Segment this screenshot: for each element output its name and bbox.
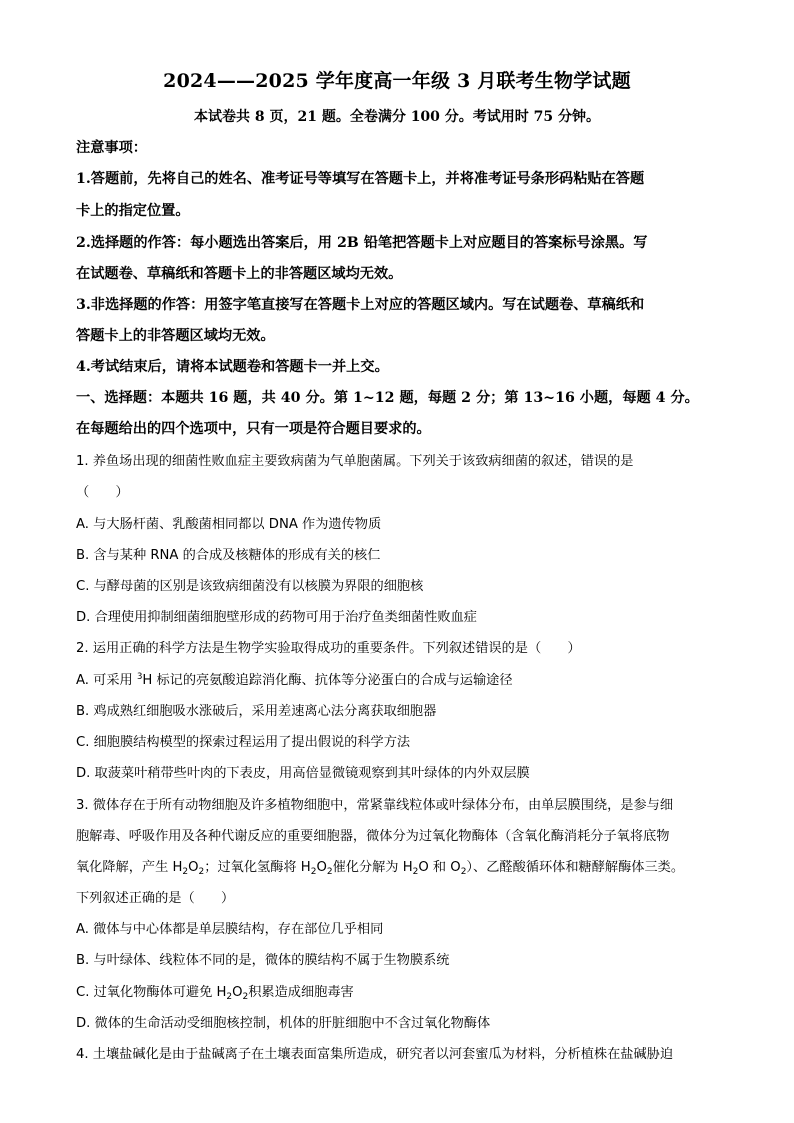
question-2-option-d: D. 取菠菜叶稍带些叶肉的下表皮，用高倍显微镜观察到其叶绿体的内外双层膜 bbox=[76, 766, 530, 781]
notice-heading: 注意事项： bbox=[76, 140, 147, 156]
question-3-stem-line: 3. 微体存在于所有动物细胞及许多植物细胞中，常紧靠线粒体或叶绿体分布，由单层膜围绕，是参与细 bbox=[76, 798, 674, 813]
question-1-option-b: B. 含与某种 RNA 的合成及核糖体的形成有关的核仁 bbox=[76, 548, 381, 563]
section-instruction: 在每题给出的四个选项中，只有一项是符合题目要求的。 bbox=[76, 421, 431, 437]
page-title: 2024——2025 学年度高一年级 3 月联考生物学试题 bbox=[163, 70, 631, 92]
question-3-stem-line: 胞解毒、呼吸作用及各种代谢反应的重要细胞器，微体分为过氧化物酶体（含氧化酶消耗分子氧将底物 bbox=[76, 829, 670, 844]
question-1-paren: （ ） bbox=[76, 485, 129, 500]
question-1-option-a: A. 与大肠杆菌、乳酸菌相同都以 DNA 作为遗传物质 bbox=[76, 517, 382, 532]
question-3-option-d: D. 微体的生命活动受细胞核控制，机体的肝脏细胞中不含过氧化物酶体 bbox=[76, 1016, 491, 1031]
question-2-option-b: B. 鸡成熟红细胞吸水涨破后，采用差速离心法分离获取细胞器 bbox=[76, 704, 437, 719]
question-3-stem-line: 下列叙述正确的是（ ） bbox=[76, 891, 235, 906]
notice-item: 2.选择题的作答：每小题选出答案后，用 2B 铅笔把答题卡上对应题目的答案标号涂黑。写 bbox=[76, 235, 648, 251]
question-1-option-d: D. 合理使用抑制细菌细胞壁形成的药物可用于治疗鱼类细菌性败血症 bbox=[76, 610, 477, 625]
question-4-stem-line: 4. 土壤盐碱化是由于盐碱离子在土壤表面富集所造成，研究者以河套蜜瓜为材料，分析植株在盐碱胁迫 bbox=[76, 1047, 674, 1062]
question-2-option-a: A. 可采用 $^3$H 标记的亮氨酸追踪消化酶、抗体等分泌蛋白的合成与运输途径 bbox=[76, 672, 513, 688]
question-1-option-c: C. 与酵母菌的区别是该致病细菌没有以核膜为界限的细胞核 bbox=[76, 579, 424, 594]
question-1-stem: 1. 养鱼场出现的细菌性败血症主要致病菌为气单胞菌属。下列关于该致病细菌的叙述，错误的是 bbox=[76, 454, 634, 469]
notice-item: 4.考试结束后，请将本试题卷和答题卡一并上交。 bbox=[76, 359, 389, 375]
question-3-stem-line: 氧化降解，产生 $H_2O_2$；过氧化氢酶将 $H_2O_2$催化分解为 $H_2O$ 和 $O_2$）、乙醛酸循环体和糖酵解酶体三类。 bbox=[76, 860, 685, 877]
question-3-option-c: C. 过氧化物酶体可避免 $H_2O_2$积累造成细胞毒害 bbox=[76, 985, 354, 1002]
question-3-option-a: A. 微体与中心体都是单层膜结构，存在部位几乎相同 bbox=[76, 922, 384, 937]
question-2-option-c: C. 细胞膜结构模型的探索过程运用了提出假说的科学方法 bbox=[76, 735, 411, 750]
notice-item: 答题卡上的非答题区域均无效。 bbox=[76, 328, 275, 344]
page-subtitle: 本试卷共 8 页，21 题。全卷满分 100 分。考试用时 75 分钟。 bbox=[193, 109, 601, 125]
notice-item: 3.非选择题的作答：用签字笔直接写在答题卡上对应的答题区域内。写在试题卷、草稿纸和 bbox=[76, 297, 645, 313]
notice-item: 在试题卷、草稿纸和答题卡上的非答题区域均无效。 bbox=[76, 266, 403, 282]
question-3-option-b: B. 与叶绿体、线粒体不同的是，微体的膜结构不属于生物膜系统 bbox=[76, 953, 450, 968]
section-heading: 一、选择题：本题共 16 题，共 40 分。第 1~12 题，每题 2 分；第 13~16 小题，每题 4 分。 bbox=[76, 390, 699, 406]
notice-item: 卡上的指定位置。 bbox=[76, 203, 190, 219]
question-2-stem: 2. 运用正确的科学方法是生物学实验取得成功的重要条件。下列叙述错误的是（ ） bbox=[76, 641, 581, 656]
notice-item: 1.答题前，先将自己的姓名、准考证号等填写在答题卡上，并将准考证号条形码粘贴在答题 bbox=[76, 171, 645, 187]
